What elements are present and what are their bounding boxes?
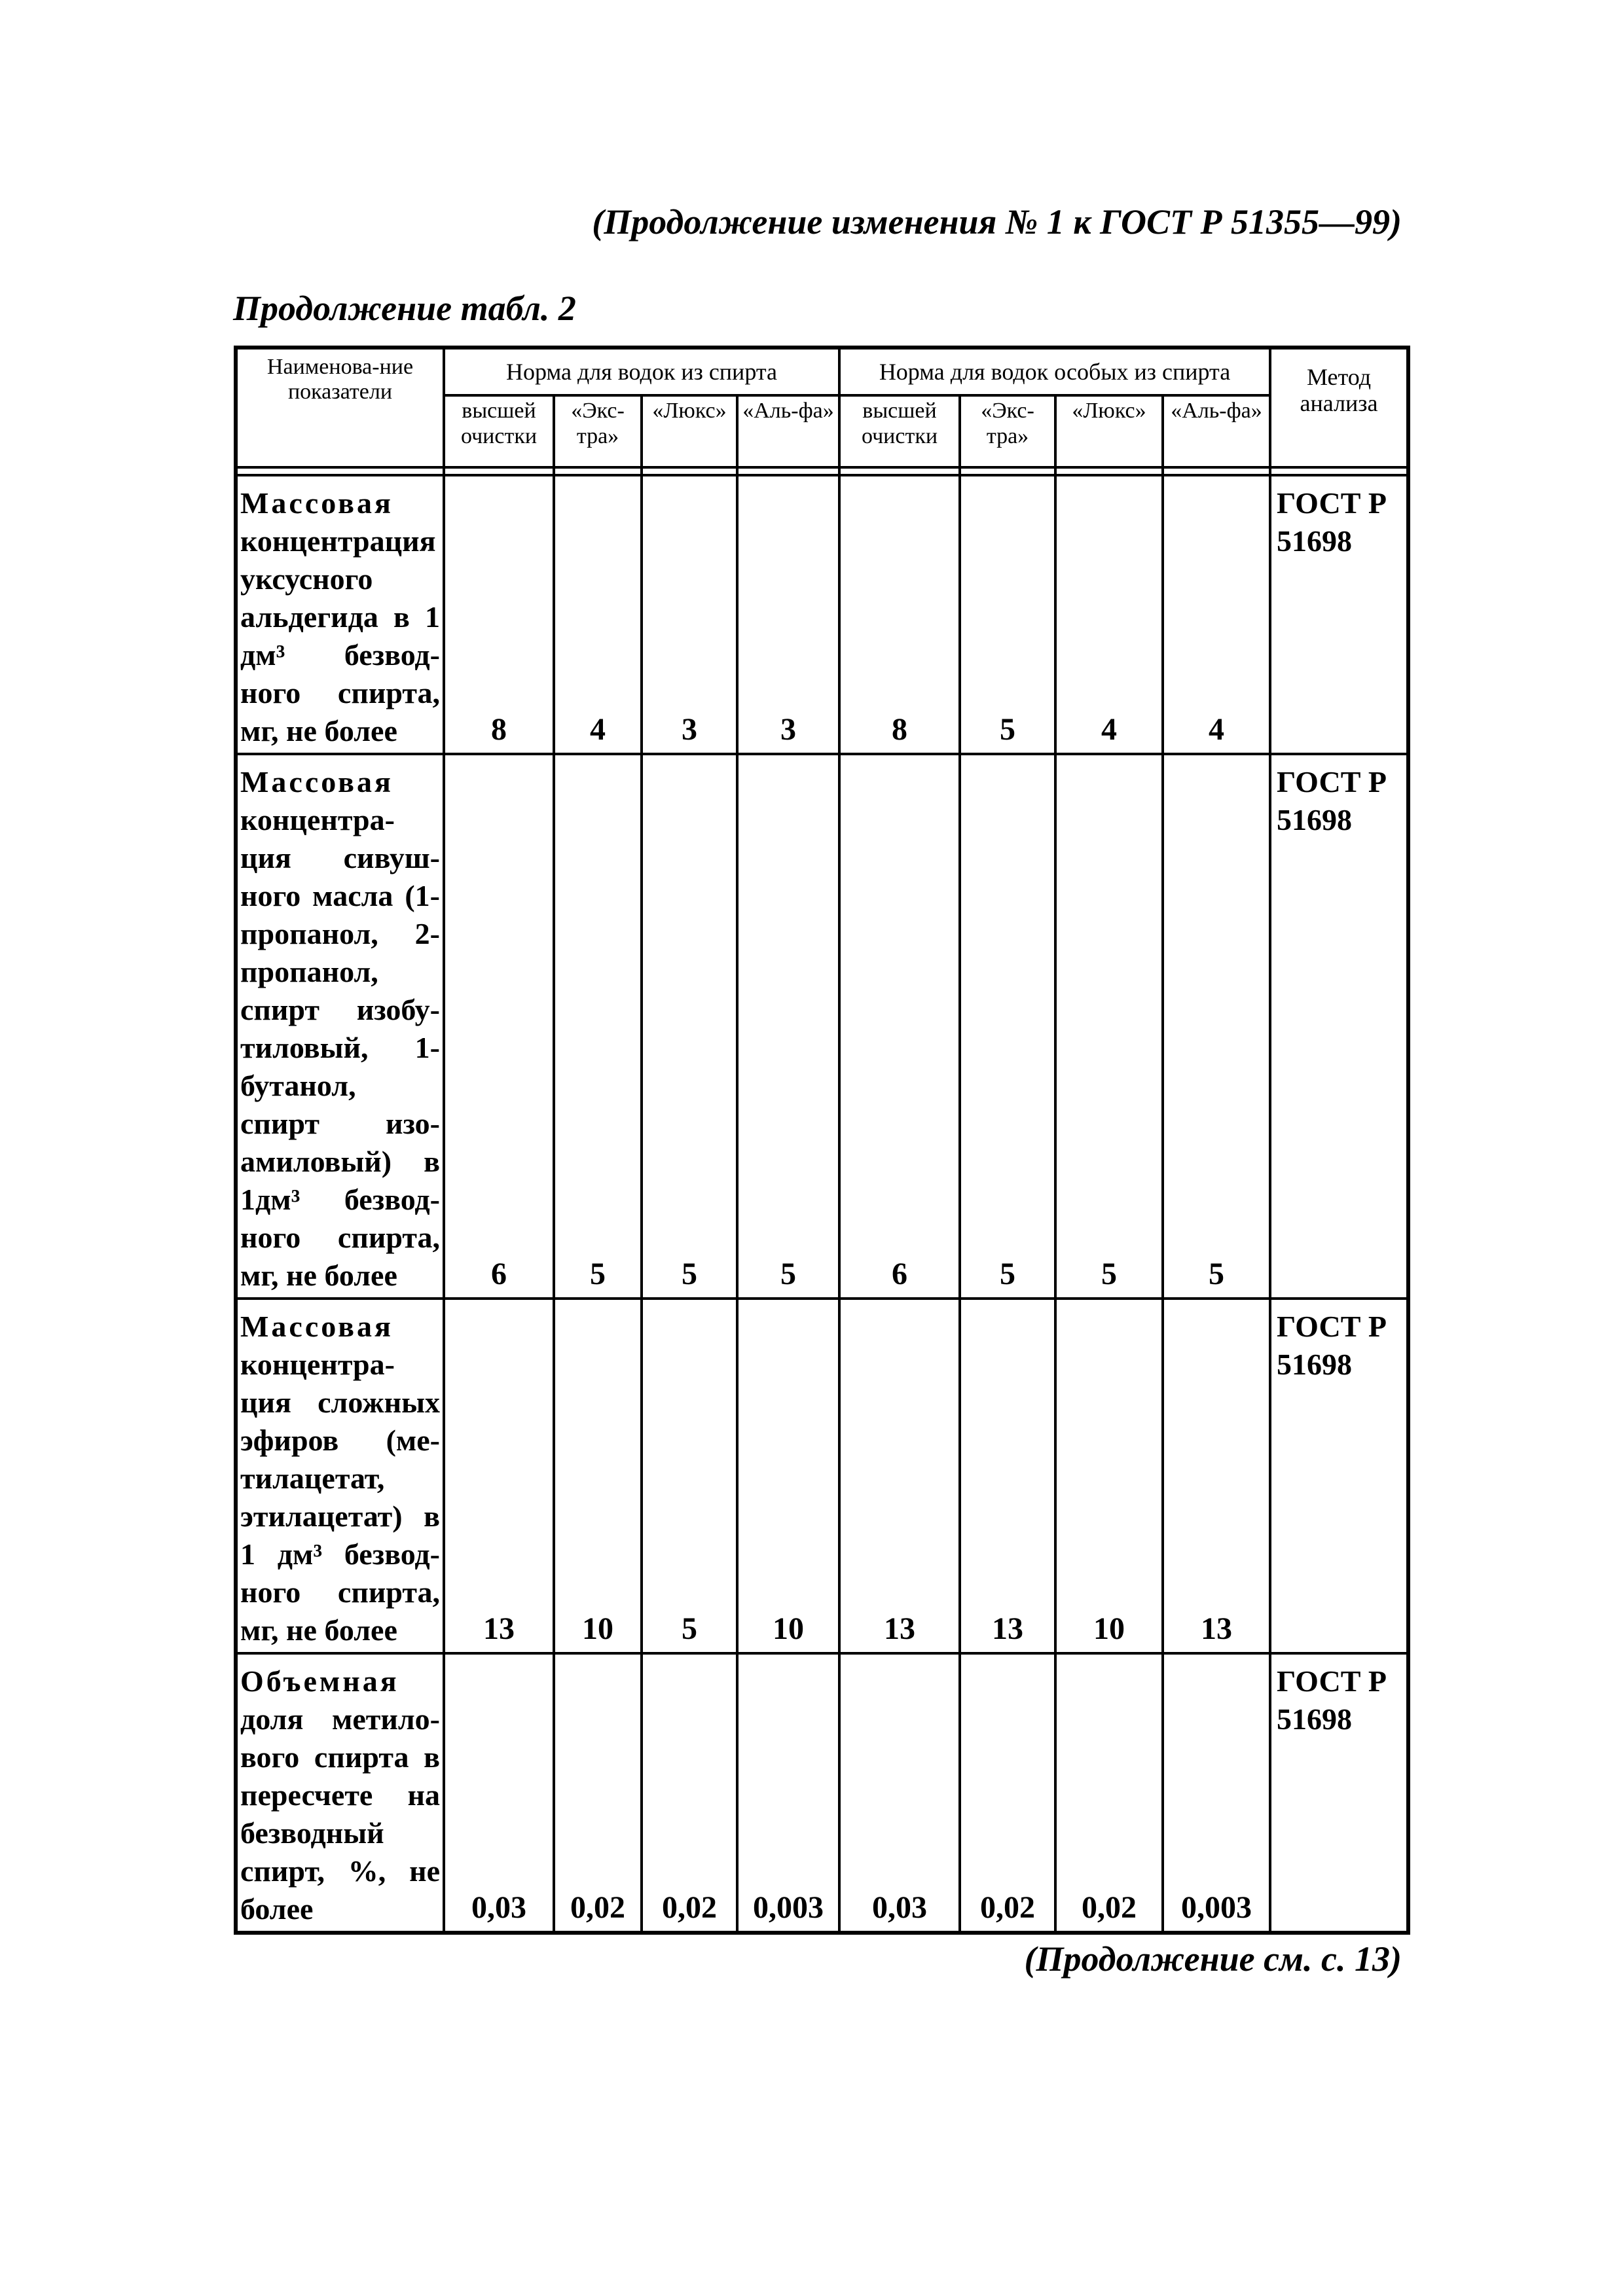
table-row bbox=[236, 754, 1408, 1299]
value-cell: 0,003 bbox=[737, 1653, 839, 1933]
row-name bbox=[236, 475, 444, 754]
value-cell: 5 bbox=[737, 754, 839, 1299]
value-cell: 0,02 bbox=[960, 1653, 1055, 1933]
value-cell: 5 bbox=[1055, 754, 1163, 1299]
row-lead: Массовая bbox=[240, 486, 393, 520]
value-cell: 10 bbox=[737, 1299, 839, 1653]
value-cell: 5 bbox=[642, 754, 737, 1299]
value-cell: 5 bbox=[960, 754, 1055, 1299]
value-cell: 5 bbox=[1163, 754, 1270, 1299]
header-sub: «Экс-тра» bbox=[554, 395, 642, 467]
value-cell: 3 bbox=[737, 475, 839, 754]
value-cell: 4 bbox=[554, 475, 642, 754]
value-cell: 0,03 bbox=[444, 1653, 554, 1933]
value-cell: 10 bbox=[1055, 1299, 1163, 1653]
value-cell: 4 bbox=[1055, 475, 1163, 754]
value-cell: 5 bbox=[642, 1299, 737, 1653]
value-cell: 0,02 bbox=[642, 1653, 737, 1933]
value-cell: 0,02 bbox=[1055, 1653, 1163, 1933]
method-cell: ГОСТ Р 51698 bbox=[1270, 475, 1408, 754]
value-cell: 6 bbox=[444, 754, 554, 1299]
header-group-2: Норма для водок особых из спирта bbox=[839, 348, 1270, 395]
header-sub: «Люкс» bbox=[642, 395, 737, 467]
value-cell: 13 bbox=[1163, 1299, 1270, 1653]
row-name bbox=[236, 1299, 444, 1653]
table-row bbox=[236, 1299, 1408, 1653]
value-cell: 0,02 bbox=[554, 1653, 642, 1933]
value-cell: 5 bbox=[554, 754, 642, 1299]
header-sub: «Аль-фа» bbox=[1163, 395, 1270, 467]
header-sub: высшей очистки bbox=[839, 395, 960, 467]
table-row bbox=[236, 475, 1408, 754]
value-cell: 0,003 bbox=[1163, 1653, 1270, 1933]
row-name-text: концентра-ция сивуш-ного масла (1-пропанол, 2-пропанол, спирт изобу-тиловый, 1-бутанол, спирт изо-амиловый) в 1дм³ безвод-ного спирта, мг, не более bbox=[240, 803, 440, 1292]
header-method: Метод анализа bbox=[1270, 348, 1408, 467]
value-cell: 13 bbox=[960, 1299, 1055, 1653]
row-lead: Массовая bbox=[240, 1310, 393, 1343]
value-cell: 13 bbox=[444, 1299, 554, 1653]
row-name-text: концентрация уксусного альдегида в 1 дм³ безвод-ного спирта, мг, не более bbox=[240, 524, 440, 747]
header-name: Наименова-ние показатели bbox=[236, 348, 444, 467]
row-name-text: концентра-ция сложных эфиров (ме-тилацетат, этилацетат) в 1 дм³ безвод-ного спирта, мг, не более bbox=[240, 1348, 440, 1647]
value-cell: 10 bbox=[554, 1299, 642, 1653]
header-sub: «Аль-фа» bbox=[737, 395, 839, 467]
header-sub: «Люкс» bbox=[1055, 395, 1163, 467]
header-group-1: Норма для водок из спирта bbox=[444, 348, 839, 395]
value-cell: 8 bbox=[444, 475, 554, 754]
method-cell: ГОСТ Р 51698 bbox=[1270, 754, 1408, 1299]
method-cell: ГОСТ Р 51698 bbox=[1270, 1653, 1408, 1933]
spec-table bbox=[234, 346, 1410, 1935]
value-cell: 8 bbox=[839, 475, 960, 754]
running-head: (Продолжение изменения № 1 к ГОСТ Р 51355—99) bbox=[592, 202, 1402, 242]
row-name-text: доля метило-вого спирта в пересчете на безводный спирт, %, не более bbox=[240, 1702, 440, 1926]
header-sub: «Экс-тра» bbox=[960, 395, 1055, 467]
method-cell: ГОСТ Р 51698 bbox=[1270, 1299, 1408, 1653]
table-caption: Продолжение табл. 2 bbox=[233, 289, 576, 328]
table-row bbox=[236, 1653, 1408, 1933]
row-name bbox=[236, 754, 444, 1299]
row-lead: Объемная bbox=[240, 1664, 399, 1698]
value-cell: 13 bbox=[839, 1299, 960, 1653]
value-cell: 3 bbox=[642, 475, 737, 754]
value-cell: 4 bbox=[1163, 475, 1270, 754]
value-cell: 6 bbox=[839, 754, 960, 1299]
value-cell: 5 bbox=[960, 475, 1055, 754]
row-name bbox=[236, 1653, 444, 1933]
value-cell: 0,03 bbox=[839, 1653, 960, 1933]
header-sub: высшей очистки bbox=[444, 395, 554, 467]
footer-note: (Продолжение см. с. 13) bbox=[1024, 1939, 1402, 1979]
row-lead: Массовая bbox=[240, 765, 393, 798]
header-row-1 bbox=[236, 348, 1408, 395]
header-gap bbox=[236, 467, 1408, 475]
